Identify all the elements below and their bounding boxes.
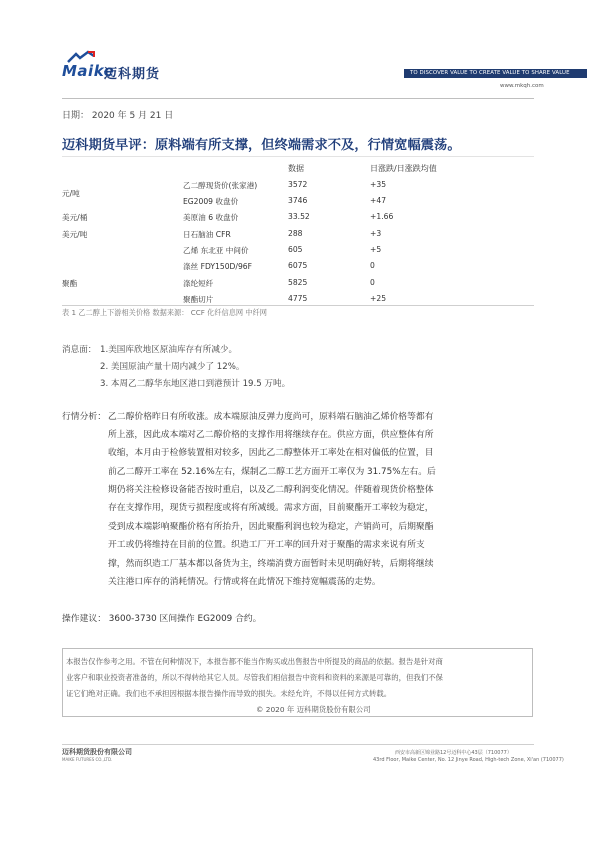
analysis-line: 期仍将关注检修设备能否按时重启，以及乙二醇利润变化情况。伴随着现货价格整体: [108, 485, 434, 495]
table-top-rule: [62, 156, 534, 157]
analysis-line: 关注港口库存的消耗情况。行情或将在此情况下维持宽幅震荡的走势。: [108, 577, 381, 587]
table-header-change: 日涨跌/日涨跌均值: [370, 164, 437, 173]
table-row-name: 涤纶短纤: [183, 279, 214, 288]
table-caption: 表 1 乙二醇上下游相关价格 数据来源： CCF 化纤信息网 中纤网: [62, 308, 267, 317]
footer-address-en: 43rd Floor, Maike Center, No. 12 Jinye Road, High-tech Zone, Xi'an (710077): [373, 757, 564, 763]
table-row-name: 聚酯切片: [183, 295, 214, 304]
table-row-value: 3746: [288, 196, 308, 205]
table-row-name: 日石脑油 CFR: [183, 230, 231, 239]
table-row-value: 4775: [288, 294, 308, 303]
news-label: 消息面：: [62, 345, 97, 355]
report-date: 日期： 2020 年 5 月 21 日: [62, 111, 174, 121]
disclaimer-line: 证它们绝对正确。我们也不承担因根据本报告操作而导致的损失。未经允许，不得以任何方式转载。: [66, 689, 392, 698]
table-row-value: 33.52: [288, 212, 310, 221]
disclaimer-line: 本报告仅作参考之用。不管在何种情况下，本报告都不能当作购买或出售报告中所提及的商品的依据。报告是针对商: [66, 657, 443, 666]
table-row-change: 0: [370, 278, 375, 287]
disclaimer-copyright: © 2020 年 迈科期货股份有限公司: [256, 705, 371, 714]
table-row-value: 3572: [288, 180, 308, 189]
slogan-text: TO DISCOVER VALUE TO CREATE VALUE TO SHARE VALUE: [410, 70, 570, 76]
table-row-name: EG2009 收盘价: [183, 197, 239, 206]
table-row-change: +5: [370, 245, 382, 254]
analysis-line: 收缩，本月由于检修装置相对较多，因此乙二醇整体开工率处在相对偏低的位置，目: [108, 448, 434, 458]
table-row-value: 605: [288, 245, 303, 254]
table-group-label: 元/吨: [62, 189, 80, 198]
company-logo-cn: 迈科期货: [104, 67, 161, 82]
page-title: 迈科期货早评：原料端有所支撑，但终端需求不及，行情宽幅震荡。: [62, 138, 461, 153]
table-row-change: 0: [370, 261, 375, 270]
analysis-line: 前乙二醇开工率在 52.16%左右，煤制乙二醇工艺方面开工率仅为 31.75%左右。后: [108, 467, 436, 477]
table-bottom-rule: [62, 305, 534, 306]
table-row-value: 6075: [288, 261, 308, 270]
table-header-data: 数据: [288, 164, 304, 173]
table-row-name: 涤丝 FDY150D/96F: [183, 262, 252, 271]
analysis-line: 乙二醇价格昨日有所收涨。成本端原油反弹力度尚可，原料端石脑油乙烯价格等都有: [108, 412, 434, 422]
analysis-line: 受到成本端影响聚酯价格有所抬升，因此聚酯利润也较为稳定，产销尚可，后期聚酯: [108, 522, 434, 532]
header-divider: [62, 98, 534, 99]
table-row-name: 乙烯 东北亚 中间价: [183, 246, 249, 255]
news-item: 1.美国库欣地区原油库存有所减少。: [100, 345, 238, 355]
analysis-line: 所上涨，因此成本端对乙二醇价格的支撑作用将继续存在。供应方面，供应整体有所: [108, 430, 434, 440]
table-row-change: +3: [370, 229, 382, 238]
table-row-change: +1.66: [370, 212, 394, 221]
table-row-name: 乙二醇现货价(张家港): [183, 181, 258, 190]
footer-address-cn: 西安市高新区锦业路12号迈科中心43层（710077）: [395, 750, 512, 756]
table-row-change: +47: [370, 196, 387, 205]
table-row-name: 美原油 6 收盘价: [183, 213, 239, 222]
analysis-line: 撑，然而织造工厂基本都以备货为主，终端消费方面暂时未见明确好转，后期将继续: [108, 559, 434, 569]
table-row-change: +35: [370, 180, 387, 189]
table-row-value: 5825: [288, 278, 308, 287]
analysis-label: 行情分析：: [62, 412, 106, 422]
table-row-change: +25: [370, 294, 387, 303]
table-row-value: 288: [288, 229, 303, 238]
analysis-line: 开工或仍将维持在目前的位置。织造工厂开工率的回升对于聚酯的需求来说有所支: [108, 540, 425, 550]
table-group-label: 聚酯: [62, 279, 78, 288]
footer-company-en: MAIKE FUTURES CO.,LTD.: [62, 757, 113, 762]
operation-advice: 操作建议： 3600-3730 区间操作 EG2009 合约。: [62, 614, 262, 624]
footer-divider: [62, 744, 534, 745]
footer-company-cn: 迈科期货股份有限公司: [62, 748, 132, 756]
company-logo: Maike: [62, 62, 115, 80]
table-group-label: 美元/吨: [62, 230, 88, 239]
disclaimer-line: 业客户和职业投资者准备的，所以不得转给其它人员。尽管我们相信报告中资料和资料的来源是可靠的，但我们不保: [66, 673, 443, 682]
header-url: www.mkqh.com: [500, 83, 544, 89]
news-item: 3. 本周乙二醇华东地区港口到港预计 19.5 万吨。: [100, 379, 291, 389]
table-group-label: 美元/桶: [62, 213, 88, 222]
analysis-line: 存在支撑作用，现货亏损程度或将有所减缓。需求方面，目前聚酯开工率较为稳定，: [108, 503, 434, 513]
news-item: 2. 美国原油产量十周内减少了 12%。: [100, 362, 245, 372]
